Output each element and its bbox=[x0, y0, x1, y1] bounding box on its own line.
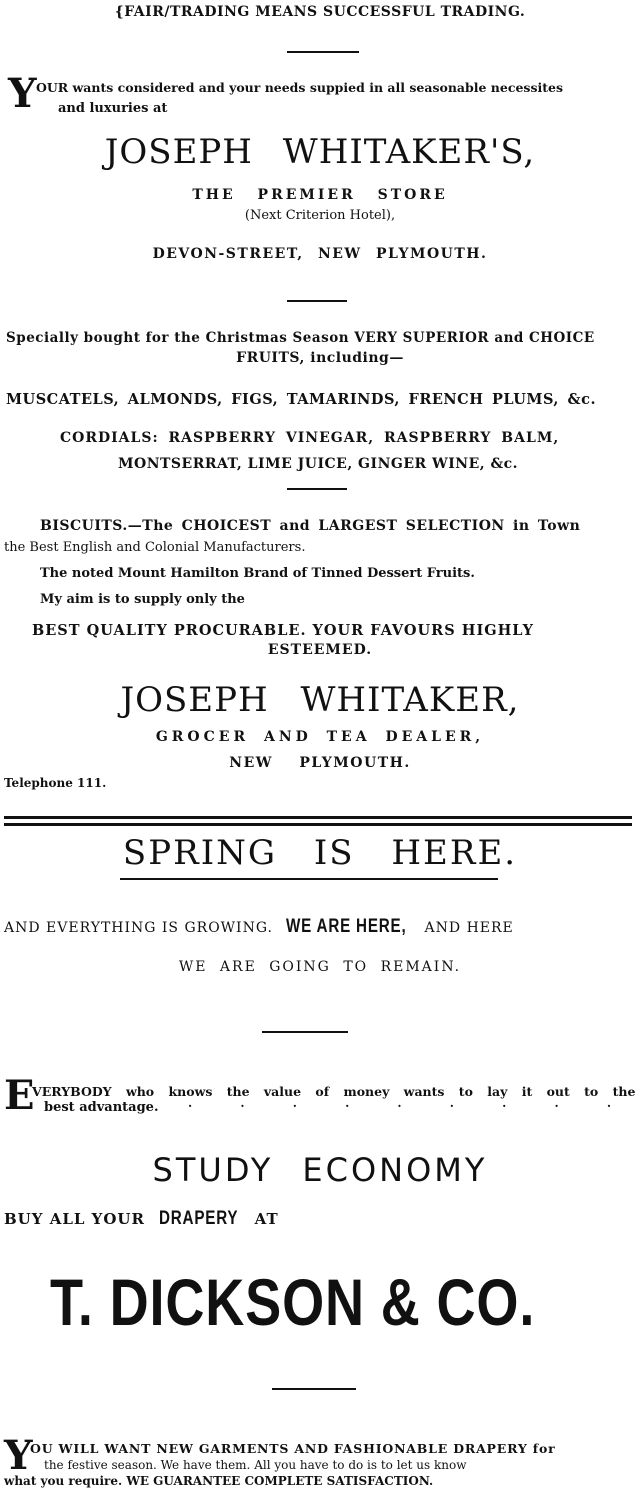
telephone: Telephone 111. bbox=[4, 776, 107, 790]
divider bbox=[287, 300, 347, 302]
everybody-line2: best advantage. bbox=[44, 1100, 159, 1115]
garments-line3: what you require. WE GUARANTEE COMPLETE SATISFACTION. bbox=[4, 1474, 434, 1488]
everybody-line1: VERYBODY who knows the value of money wants to lay it out to the bbox=[32, 1084, 636, 1099]
ad1-header: {FAIR/TRADING MEANS SUCCESSFUL TRADING. bbox=[114, 4, 526, 20]
spring-headline: SPRING IS HERE. bbox=[122, 833, 518, 873]
buy-line bbox=[4, 1208, 279, 1230]
section-rule bbox=[4, 816, 632, 819]
growing-line bbox=[4, 916, 514, 938]
biscuits-line1: BISCUITS.—The CHOICEST and LARGEST SELECTION in Town bbox=[40, 518, 581, 534]
tinned-line: The noted Mount Hamilton Brand of Tinned Dessert Fruits. bbox=[40, 566, 475, 581]
dropcap: E bbox=[4, 1072, 35, 1119]
aim-line: My aim is to supply only the bbox=[40, 592, 245, 607]
location-note: (Next Criterion Hotel), bbox=[244, 208, 396, 223]
signature: JOSEPH WHITAKER, bbox=[120, 680, 520, 720]
intro-line2: and luxuries at bbox=[58, 101, 168, 116]
quality-line2: ESTEEMED. bbox=[267, 642, 373, 658]
divider bbox=[272, 1388, 356, 1390]
address: DEVON-STREET, NEW PLYMOUTH. bbox=[152, 246, 488, 262]
intro-line1: OUR wants considered and your needs suppied in all seasonable necessites bbox=[36, 80, 563, 95]
garments-line2: the festive season. We have them. All you have to do is to let us know bbox=[44, 1458, 467, 1472]
firm-name: T. DICKSON & CO. bbox=[50, 1265, 536, 1339]
dropcap: Y bbox=[4, 1432, 33, 1479]
buy-text-a: BUY ALL YOUR bbox=[4, 1210, 145, 1228]
divider bbox=[287, 51, 359, 53]
remain-line: WE ARE GOING TO REMAIN. bbox=[178, 959, 462, 975]
section-rule bbox=[4, 823, 632, 826]
xmas-line1: Specially bought for the Christmas Season VERY SUPERIOR and CHOICE bbox=[6, 330, 595, 346]
buy-text-c: AT bbox=[254, 1210, 279, 1228]
fruits-line: MUSCATELS, ALMONDS, FIGS, TAMARINDS, FRENCH PLUMS, &c. bbox=[6, 391, 596, 408]
cordials-line1: CORDIALS: RASPBERRY VINEGAR, RASPBERRY BALM, bbox=[60, 430, 560, 446]
biscuits-line2: the Best English and Colonial Manufacturers. bbox=[4, 540, 306, 555]
town-line: NEW PLYMOUTH. bbox=[229, 755, 411, 771]
quality-line1: BEST QUALITY PROCURABLE. YOUR FAVOURS HIGHLY bbox=[32, 622, 534, 639]
growing-text-c: AND HERE bbox=[424, 920, 514, 936]
divider bbox=[287, 488, 347, 490]
dropcap: Y bbox=[8, 70, 37, 117]
divider bbox=[262, 1031, 348, 1033]
growing-text-a: AND EVERYTHING IS GROWING. bbox=[4, 920, 273, 936]
merchant-name: JOSEPH WHITAKER'S, bbox=[104, 132, 536, 172]
study-economy: STUDY ECONOMY bbox=[152, 1151, 488, 1189]
dot-leaders: . . . . . . . . . bbox=[188, 1096, 634, 1110]
store-name: THE PREMIER STORE bbox=[192, 187, 448, 203]
xmas-line2: FRUITS, including— bbox=[236, 350, 404, 366]
trade-line: GROCER AND TEA DEALER, bbox=[155, 729, 485, 745]
we-are-here: WE ARE HERE, bbox=[286, 916, 407, 937]
cordials-line2: MONTSERRAT, LIME JUICE, GINGER WINE, &c. bbox=[118, 456, 519, 472]
drapery-word: DRAPERY bbox=[159, 1208, 239, 1229]
garments-line1: OU WILL WANT NEW GARMENTS AND FASHIONABLE DRAPERY for bbox=[30, 1441, 556, 1456]
headline-underline bbox=[120, 878, 498, 880]
